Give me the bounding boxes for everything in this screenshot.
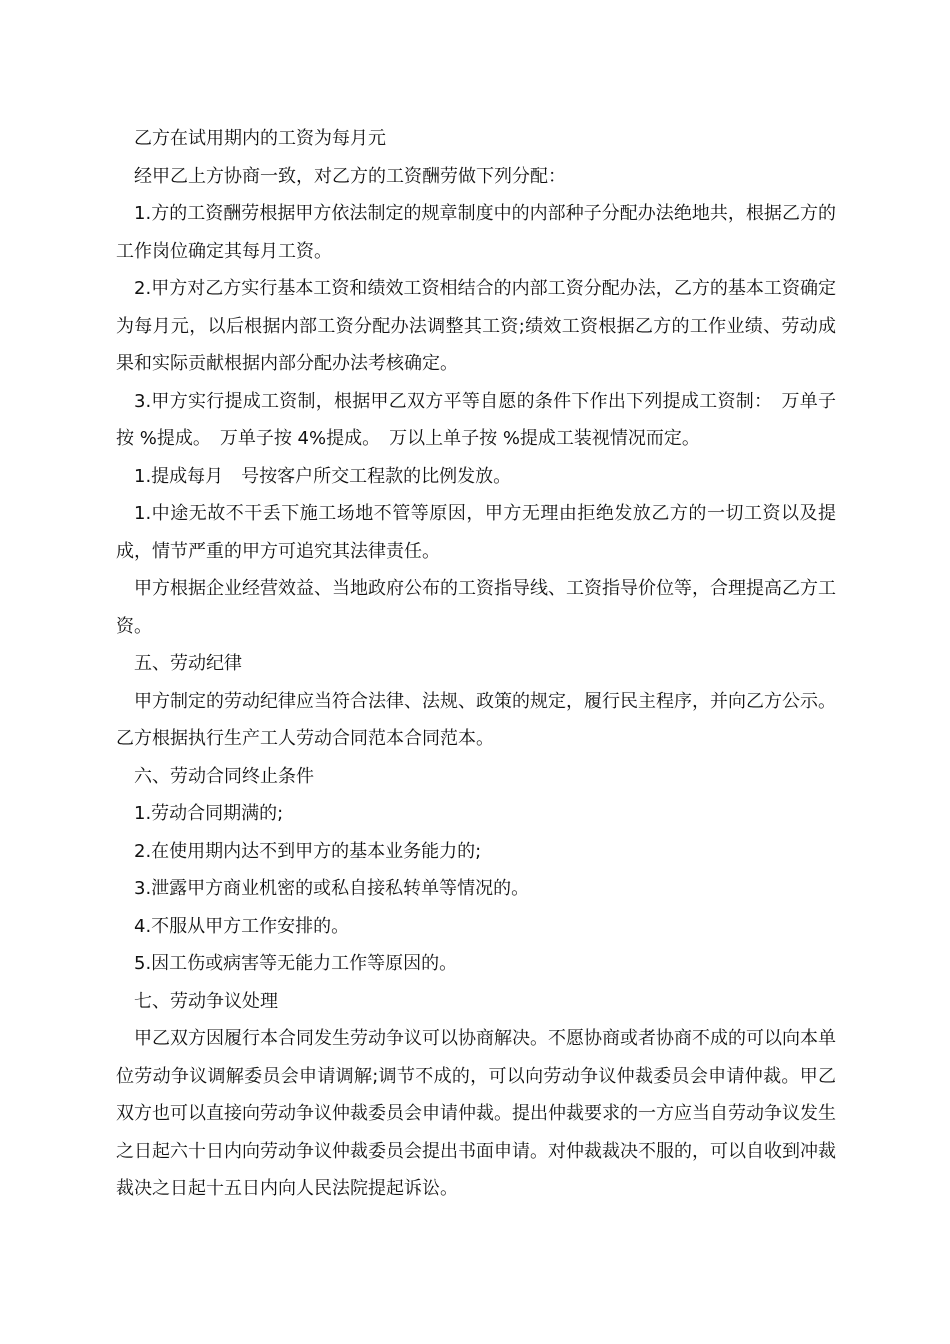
paragraph-salary-item-2: 2.甲方对乙方实行基本工资和绩效工资相结合的内部工资分配办法，乙方的基本工资确定为每月元，以后根据内部工资分配办法调整其工资;绩效工资根据乙方的工作业绩、劳动成果和实际贡献根据内部分配办法考核确定。 <box>116 278 836 374</box>
termination-item-1: 1.劳动合同期满的; <box>134 803 284 824</box>
termination-item-2: 2.在使用期内达不到甲方的基本业务能力的; <box>134 840 482 862</box>
section-heading-dispute: 七、劳动争议处理 <box>134 990 278 1012</box>
section-heading-discipline: 五、劳动纪律 <box>134 653 242 674</box>
termination-item-5: 5.因工伤或病害等无能力工作等原因的。 <box>134 953 458 974</box>
paragraph-salary-item-3: 3.甲方实行提成工资制，根据甲乙双方平等自愿的条件下作出下列提成工资制： 万单子按 %提成。 万单子按 4%提成。 万以上单子按 %提成工装视情况而定。 <box>116 390 836 449</box>
termination-item-4: 4.不服从甲方工作安排的。 <box>134 915 350 937</box>
document-body <box>116 120 836 1208</box>
termination-item-3: 3.泄露甲方商业机密的或私自接私转单等情况的。 <box>134 878 530 899</box>
paragraph-commission-payment: 1.提成每月 号按客户所交工程款的比例发放。 <box>134 465 512 487</box>
paragraph-dispute: 甲乙双方因履行本合同发生劳动争议可以协商解决。不愿协商或者协商不成的可以向本单位劳动争议调解委员会申请调解;调节不成的，可以向劳动争议仲裁委员会申请仲裁。甲乙双方也可以直接向劳动争议仲裁委员会申请仲裁。提出仲裁要求的一方应当自劳动争议发生之日起六十日内向劳动争议仲裁委员会提出书面申请。对仲裁裁决不服的，可以自收到冲裁裁决之日起十五日内向人民法院提起诉讼。 <box>116 1028 836 1199</box>
section-heading-termination: 六、劳动合同终止条件 <box>134 765 314 787</box>
paragraph-salary-item-1: 1.方的工资酬劳根据甲方依法制定的规章制度中的内部种子分配办法绝地共，根据乙方的工作岗位确定其每月工资。 <box>116 203 836 262</box>
paragraph-probation-salary: 乙方在试用期内的工资为每月元 <box>134 128 386 149</box>
paragraph-salary-raise: 甲方根据企业经营效益、当地政府公布的工资指导线、工资指导价位等，合理提高乙方工资。 <box>116 578 836 637</box>
paragraph-salary-intro: 经甲乙上方协商一致，对乙方的工资酬劳做下列分配： <box>134 165 566 187</box>
paragraph-abandonment: 1.中途无故不干丢下施工场地不管等原因，甲方无理由拒绝发放乙方的一切工资以及提成，情节严重的甲方可追究其法律责任。 <box>116 503 836 562</box>
paragraph-discipline: 甲方制定的劳动纪律应当符合法律、法规、政策的规定，履行民主程序，并向乙方公示。乙方根据执行生产工人劳动合同范本合同范本。 <box>116 690 836 749</box>
